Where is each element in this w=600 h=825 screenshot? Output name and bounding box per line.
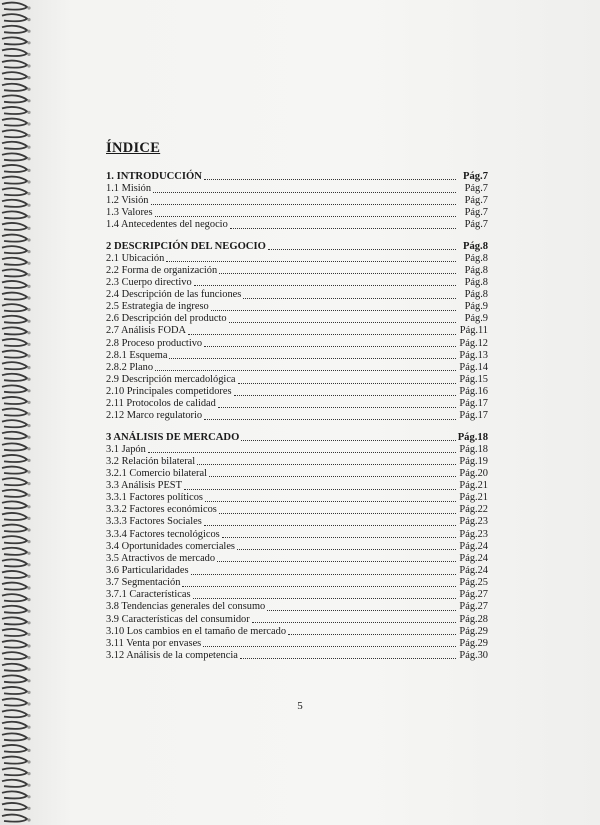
toc-entry xyxy=(106,553,488,565)
dot-leader xyxy=(184,489,456,490)
toc-entry-page: Pág.15 xyxy=(459,373,488,385)
toc-entry-label: 3.3.4 Factores tecnológicos xyxy=(106,528,220,540)
toc-entry-page: Pág.8 xyxy=(462,240,488,252)
toc-entry xyxy=(106,374,488,386)
dot-leader xyxy=(209,476,456,477)
toc-entry-label: 3.6 Particularidades xyxy=(106,564,189,576)
dot-leader xyxy=(151,204,457,205)
toc-entry-page: Pág.8 xyxy=(464,288,488,300)
toc-entry-page: Pág.22 xyxy=(459,504,488,516)
toc-entry xyxy=(106,504,488,516)
toc-entry xyxy=(106,362,488,374)
toc-section xyxy=(106,170,488,232)
toc-entry-label: 2.11 Protocolos de calidad xyxy=(106,398,216,410)
toc-section-heading xyxy=(106,431,488,444)
toc-entry-label: 2.10 Principales competidores xyxy=(106,386,232,398)
toc-section-heading xyxy=(106,170,488,183)
toc-entry-page: Pág.25 xyxy=(459,577,488,589)
toc-entry-label: 2.5 Estrategia de ingreso xyxy=(106,301,209,313)
toc-entry xyxy=(106,313,488,325)
toc-entry-page: Pág.27 xyxy=(459,589,488,601)
toc-entry-page: Pág.8 xyxy=(464,276,488,288)
toc-entry-label: 3.2 Relación bilateral xyxy=(106,455,196,467)
toc-entry-label: 2.8 Proceso productivo xyxy=(106,337,203,349)
toc-entry-page: Pág.7 xyxy=(464,207,488,219)
toc-entry-page: Pág.17 xyxy=(459,410,488,422)
toc-entry xyxy=(106,265,488,277)
toc-entry xyxy=(106,338,488,350)
toc-entry-label: 3.2.1 Comercio bilateral xyxy=(106,467,207,479)
toc-entry-page: Pág.12 xyxy=(459,337,488,349)
toc-section-heading xyxy=(106,240,488,253)
toc-entry-label: 1.2 Visión xyxy=(106,195,149,207)
toc-entry-label: 3.8 Tendencias generales del consumo xyxy=(106,601,266,613)
toc-entry xyxy=(106,516,488,528)
toc-entry-label: 2.1 Ubicación xyxy=(106,252,165,264)
toc-entry-label: 3.11 Venta por envases xyxy=(106,637,202,649)
toc-section xyxy=(106,240,488,423)
toc-entry xyxy=(106,614,488,626)
dot-leader xyxy=(230,228,456,229)
toc-entry xyxy=(106,219,488,231)
page-number: 5 xyxy=(297,700,303,712)
toc-entry xyxy=(106,468,488,480)
dot-leader xyxy=(288,634,456,635)
toc-entry-label: 3.10 Los cambios en el tamaño de mercado xyxy=(106,625,287,637)
toc-entry-page: Pág.16 xyxy=(459,386,488,398)
toc-entry xyxy=(106,626,488,638)
page-title: ÍNDICE xyxy=(106,140,161,156)
toc-entry-page: Pág.24 xyxy=(459,540,488,552)
toc-entry-label: 2.8.1 Esquema xyxy=(106,349,168,361)
dot-leader xyxy=(217,561,456,562)
toc-entry xyxy=(106,195,488,207)
dot-leader xyxy=(148,452,456,453)
toc-entry-page: Pág.7 xyxy=(464,219,488,231)
toc-entry-label: 2.2 Forma de organización xyxy=(106,264,218,276)
toc-entry-page: Pág.24 xyxy=(459,564,488,576)
toc-entry-label: 3.3.1 Factores políticos xyxy=(106,492,203,504)
dot-leader xyxy=(169,358,456,359)
dot-leader xyxy=(203,646,456,647)
toc-entry xyxy=(106,386,488,398)
toc-entry-page: Pág.19 xyxy=(459,455,488,467)
dot-leader xyxy=(219,513,456,514)
dot-leader xyxy=(268,249,456,250)
dot-leader xyxy=(204,525,456,526)
toc-entry-label: 1. INTRODUCCIÓN xyxy=(106,171,202,182)
toc-entry xyxy=(106,289,488,301)
toc-entry xyxy=(106,601,488,613)
dot-leader xyxy=(188,334,456,335)
toc-entry xyxy=(106,277,488,289)
dot-leader xyxy=(155,370,456,371)
toc-entry-label: 2.4 Descripción de las funciones xyxy=(106,288,242,300)
toc-entry xyxy=(106,325,488,337)
dot-leader xyxy=(153,192,456,193)
dot-leader xyxy=(229,322,456,323)
toc-entry-label: 3.9 Características del consumidor xyxy=(106,613,250,625)
toc-entry xyxy=(106,253,488,265)
dot-leader xyxy=(237,549,456,550)
toc-entry-label: 3.5 Atractivos de mercado xyxy=(106,552,216,564)
toc-entry-label: 3.12 Análisis de la competencia xyxy=(106,649,238,661)
toc-entry-page: Pág.18 xyxy=(459,443,488,455)
dot-leader xyxy=(234,395,456,396)
toc-entry xyxy=(106,541,488,553)
toc-entry-page: Pág.8 xyxy=(464,252,488,264)
toc-entry xyxy=(106,650,488,662)
toc-entry-label: 1.3 Valores xyxy=(106,207,153,219)
toc-entry-page: Pág.27 xyxy=(459,601,488,613)
toc-entry-label: 2.6 Descripción del producto xyxy=(106,313,227,325)
dot-leader xyxy=(204,419,456,420)
toc-entry-page: Pág.11 xyxy=(459,325,488,337)
toc-entry xyxy=(106,480,488,492)
dot-leader xyxy=(182,586,456,587)
dot-leader xyxy=(241,440,455,441)
dot-leader xyxy=(240,658,456,659)
toc-entry-label: 3.3.2 Factores económicos xyxy=(106,504,217,516)
toc-entry xyxy=(106,350,488,362)
toc-entry xyxy=(106,638,488,650)
toc-entry xyxy=(106,410,488,422)
toc-entry xyxy=(106,577,488,589)
toc-section xyxy=(106,431,488,663)
toc-entry-label: 2.8.2 Plano xyxy=(106,361,154,373)
dot-leader xyxy=(222,537,456,538)
toc-entry-page: Pág.24 xyxy=(459,552,488,564)
toc-entry xyxy=(106,444,488,456)
toc-entry xyxy=(106,492,488,504)
toc-entry-label: 3.3.3 Factores Sociales xyxy=(106,516,202,528)
toc-entry-label: 3 ANÁLISIS DE MERCADO xyxy=(106,431,240,443)
toc-entry-page: Pág.13 xyxy=(459,349,488,361)
dot-leader xyxy=(243,298,456,299)
toc-entry-page: Pág.29 xyxy=(459,625,488,637)
toc-entry xyxy=(106,529,488,541)
toc-entry-label: 3.3 Análisis PEST xyxy=(106,479,182,491)
dot-leader xyxy=(205,501,456,502)
toc-entry-label: 1.1 Misión xyxy=(106,183,152,194)
toc-entry-page: Pág.7 xyxy=(462,171,488,182)
toc-entry-page: Pág.20 xyxy=(459,467,488,479)
toc-entry xyxy=(106,207,488,219)
toc-entry xyxy=(106,589,488,601)
toc-entry xyxy=(106,565,488,577)
toc-entry-page: Pág.29 xyxy=(459,637,488,649)
toc-entry-label: 3.4 Oportunidades comerciales xyxy=(106,540,235,552)
toc-entry xyxy=(106,183,488,195)
dot-leader xyxy=(204,179,456,180)
toc-entry-page: Pág.7 xyxy=(464,183,488,194)
toc-entry-page: Pág.9 xyxy=(464,313,488,325)
toc-entry-label: 2 DESCRIPCIÓN DEL NEGOCIO xyxy=(106,240,266,252)
toc-entry-page: Pág.21 xyxy=(459,492,488,504)
dot-leader xyxy=(193,598,456,599)
dot-leader xyxy=(267,610,456,611)
toc-entry xyxy=(106,456,488,468)
dot-leader xyxy=(194,285,456,286)
toc-entry xyxy=(106,301,488,313)
toc-entry-page: Pág.17 xyxy=(459,398,488,410)
toc-entry-page: Pág.23 xyxy=(459,516,488,528)
toc-entry-page: Pág.28 xyxy=(459,613,488,625)
toc-entry-label: 3.7.1 Características xyxy=(106,589,191,601)
toc-entry-page: Pág.7 xyxy=(464,195,488,207)
toc-entry-label: 3.7 Segmentación xyxy=(106,577,181,589)
toc-entry-page: Pág.23 xyxy=(459,528,488,540)
dot-leader xyxy=(211,310,456,311)
toc-entry-page: Pág.18 xyxy=(457,431,488,443)
toc-entry-label: 1.4 Antecedentes del negocio xyxy=(106,219,228,231)
toc-entry xyxy=(106,398,488,410)
dot-leader xyxy=(238,383,456,384)
toc-entry-page: Pág.8 xyxy=(464,264,488,276)
dot-leader xyxy=(218,407,456,408)
toc-entry-page: Pág.21 xyxy=(459,479,488,491)
toc-entry-page: Pág.14 xyxy=(459,361,488,373)
dot-leader xyxy=(219,273,456,274)
toc-entry-page: Pág.30 xyxy=(459,649,488,661)
toc-entry-label: 3.1 Japón xyxy=(106,443,146,455)
table-of-contents xyxy=(106,170,488,670)
dot-leader xyxy=(252,622,456,623)
toc-entry-label: 2.12 Marco regulatorio xyxy=(106,410,203,422)
dot-leader xyxy=(155,216,456,217)
toc-entry-label: 2.7 Análisis FODA xyxy=(106,325,186,337)
toc-entry-label: 2.3 Cuerpo directivo xyxy=(106,276,192,288)
dot-leader xyxy=(204,346,456,347)
dot-leader xyxy=(191,574,456,575)
dot-leader xyxy=(197,464,456,465)
toc-entry-page: Pág.9 xyxy=(464,301,488,313)
toc-entry-label: 2.9 Descripción mercadológica xyxy=(106,373,236,385)
dot-leader xyxy=(166,261,456,262)
